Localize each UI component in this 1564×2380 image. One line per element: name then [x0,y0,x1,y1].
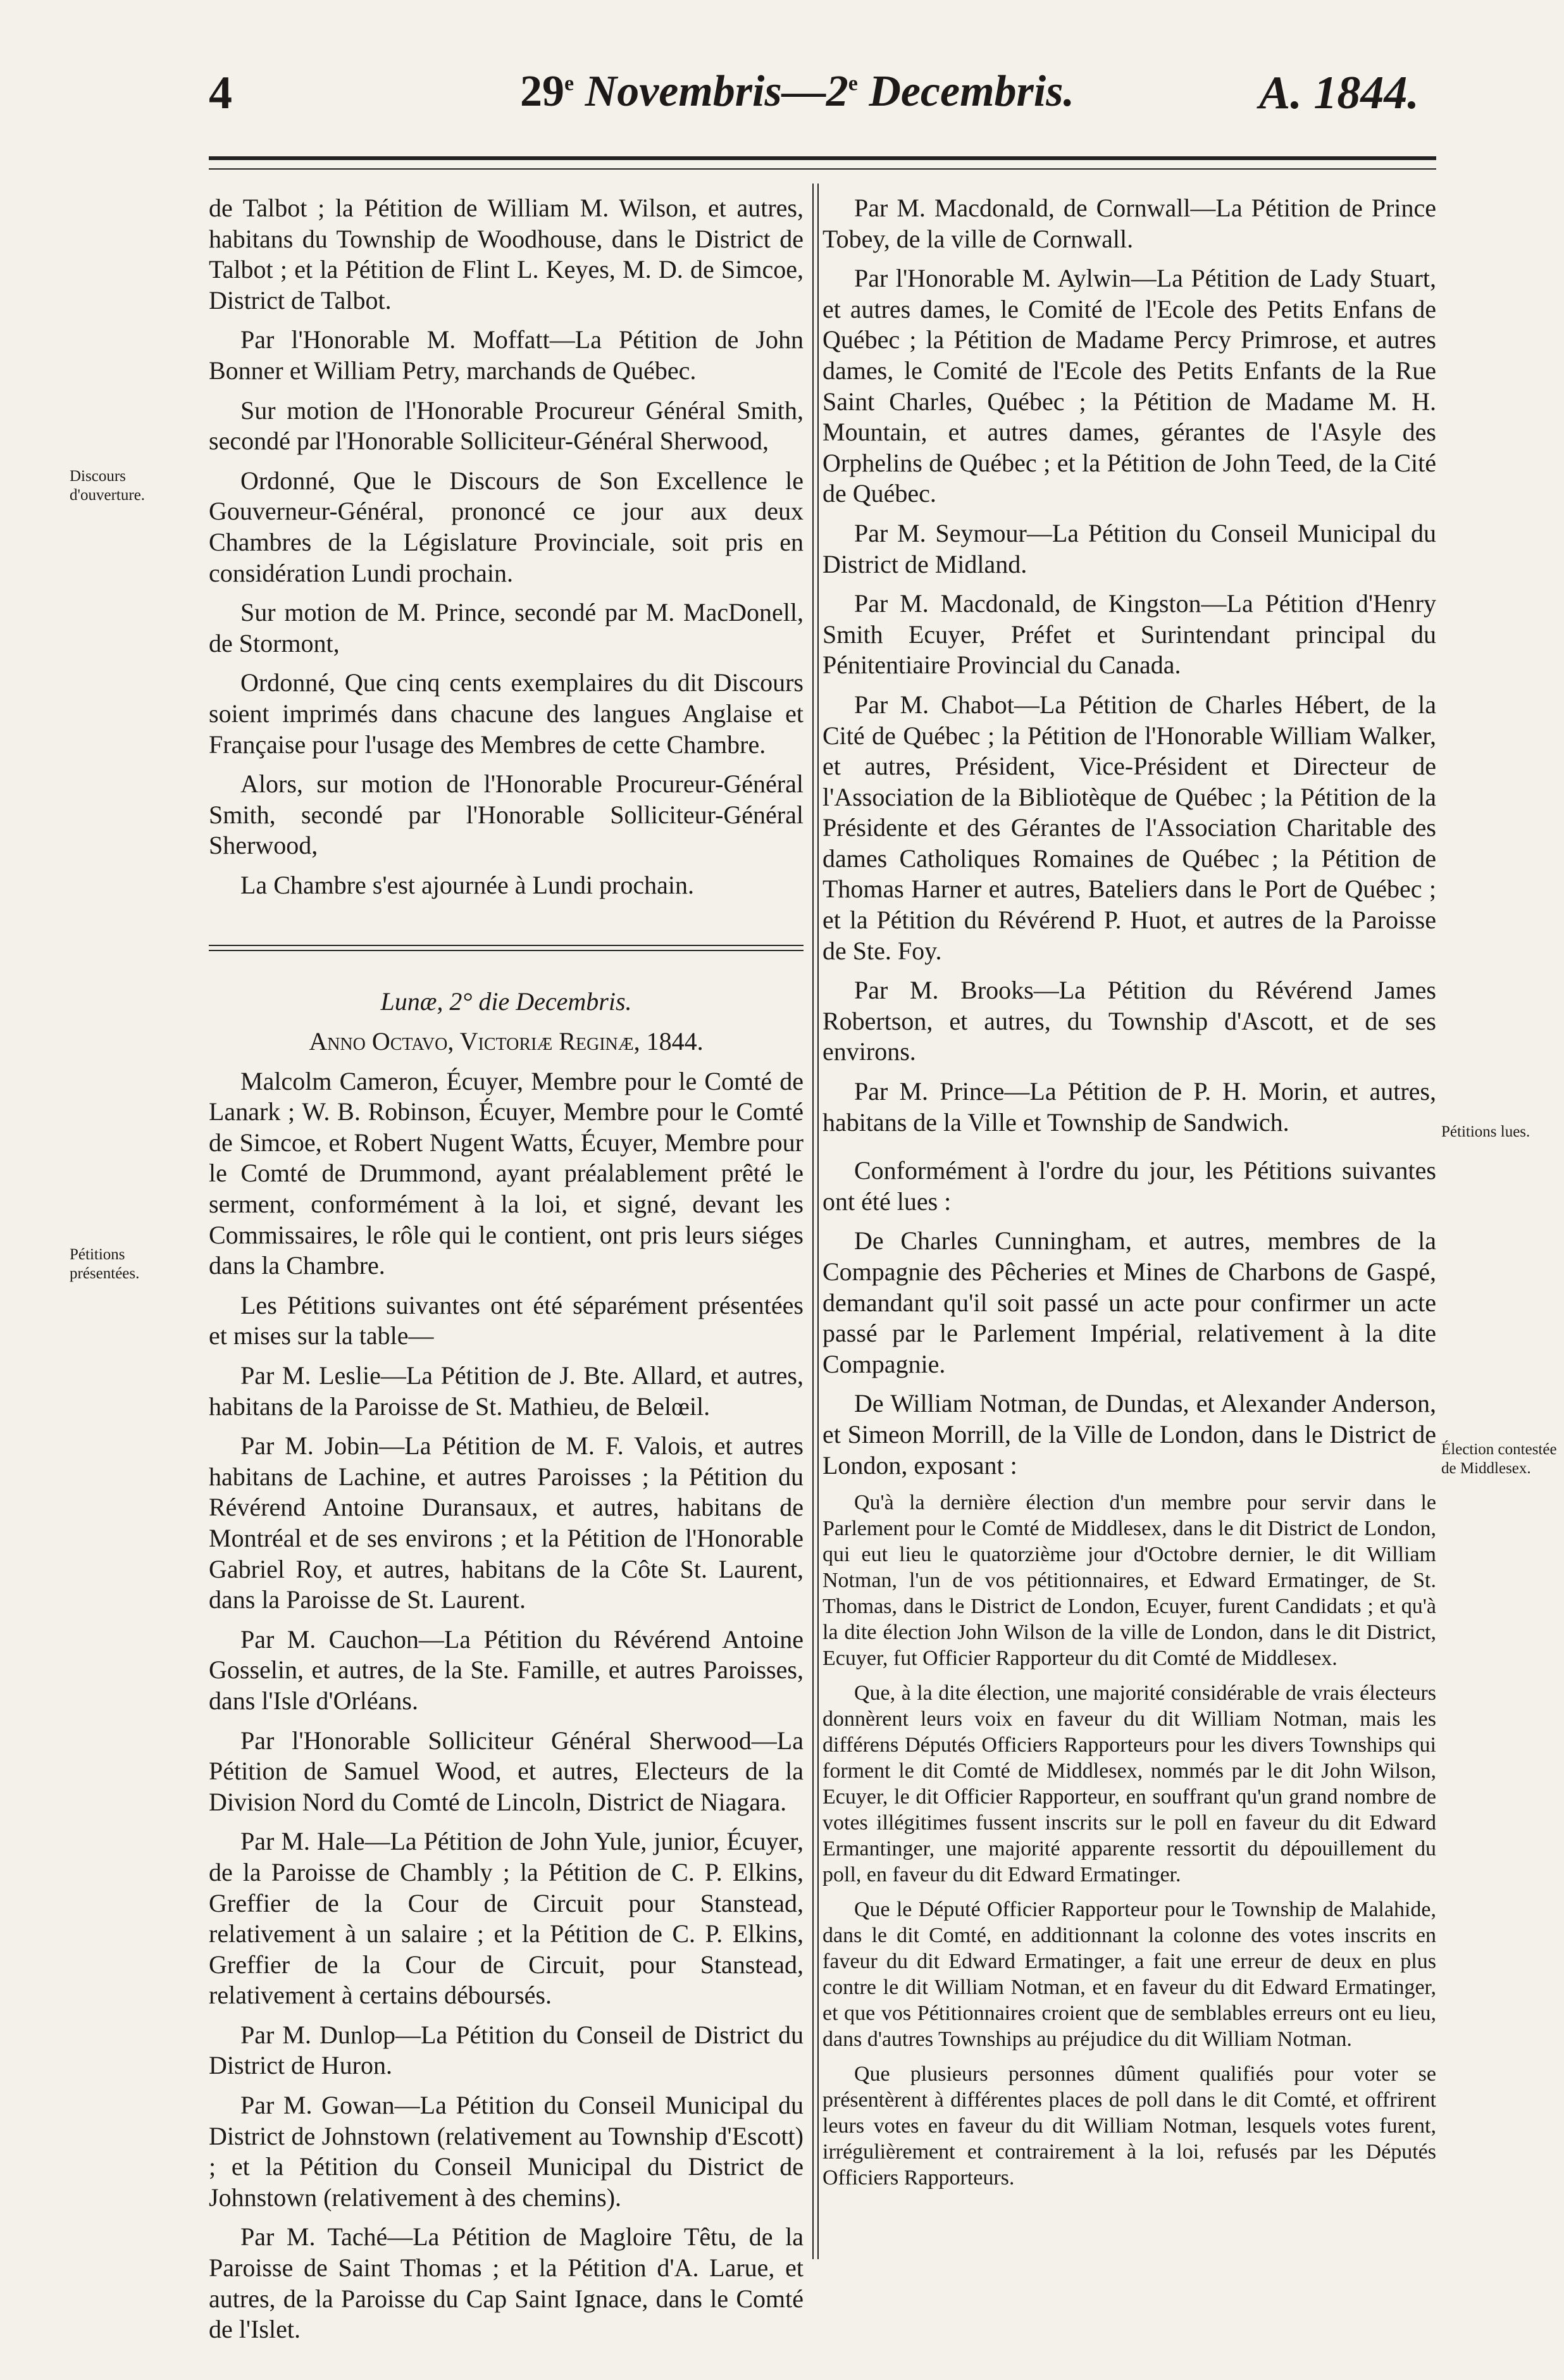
paragraph: Par M. Seymour—La Pétition du Conseil Municipal du District de Midland. [822,518,1436,578]
paragraph: Alors, sur motion de l'Honorable Procureur-Général Smith, secondé par l'Honorable Solliciteur-Général Sherwood, [209,769,804,860]
paragraph: Ordonné, Que le Discours de Son Excellence le Gouverneur-Général, prononcé ce jour aux deux Chambres de la Législature Provinciale, soit pris en considération Lundi prochain. [209,466,804,587]
left-column [209,193,804,2354]
page-year: A. 1844. [1259,67,1419,119]
regnal-line: Anno Octavo, Victoriæ Reginæ, 1844. [309,1027,704,1056]
paragraph: Par M. Prince—La Pétition de P. H. Morin, et autres, habitans de la Ville et Township de Sandwich. [822,1077,1436,1137]
paragraph: Par M. Gowan—La Pétition du Conseil Municipal du District de Johnstown (relativement au Township d'Escott) ; et la Pétition du Conseil Municipal du District de Johnstown (relativement à des chemins). [209,2091,804,2212]
paragraph: Que, à la dite élection, une majorité considérable de vrais électeurs donnèrent leurs voix en faveur du dit William Notman, mais les différens Députés Officiers Rapporteurs pour les divers Townships qui forment le dit Comté de Middlesex, nommés par le dit John Wilson, Ecuyer, le dit Officier Rapporteur, en souffrant qu'un grand nombre de votes illégitimes fussent inscrits sur le poll en faveur du dit Edward Ermantinger, une majorité apparente ressortit du dépouillement du poll, en faveur du dit Edward Ermatinger. [822,1681,1436,1887]
paragraph: Ordonné, Que cinq cents exemplaires du dit Discours soient imprimés dans chacune des langues Anglaise et Française pour l'usage des Membres de cette Chambre. [209,668,804,759]
margin-note-election: Élection contestée de Middlesex. [1441,1441,1557,1477]
column-divider-right [817,184,819,2259]
paragraph: Par M. Chabot—La Pétition de Charles Hébert, de la Cité de Québec ; la Pétition de l'Honorable William Walker, et autres, Président, Vice-Président et Directeur de l'Association de la Bibliotèque de Québec ; la Pétition de la Présidente et des Gérantes de l'Association Charitable des dames Catholiques Romaines de Québec ; la Pétition de Thomas Harner et autres, Bateliers dans le Port de Québec ; et la Pétition du Révérend P. Huot, et autres de la Paroisse de Ste. Foy. [822,690,1436,965]
paragraph: Qu'à la dernière élection d'un membre pour servir dans le Parlement pour le Comté de Middlesex, dans le dit District de London, qui eut lieu le quatorzième jour d'Octobre dernier, le dit William Notman, l'un de vos pétitionnaires, et Edward Ermatinger, de St. Thomas, dans le District de London, Ecuyer, furent Candidats ; et qu'à la dite élection John Wilson de la ville de London, dans le dit District, Ecuyer, fut Officier Rapporteur du dit Comté de Middlesex. [822,1491,1436,1671]
paragraph: Par M. Brooks—La Pétition du Révérend James Robertson, et autres, du Township d'Ascott, et de ses environs. [822,976,1436,1066]
header-rule-thin [209,168,1436,170]
date-line: Lunæ, 2° die Decembris. [380,987,632,1016]
margin-note-petitions-presentees: Pétitions présentées. [70,1246,140,1282]
paragraph: Malcolm Cameron, Écuyer, Membre pour le Comté de Lanark ; W. B. Robinson, Écuyer, Membre pour le Comté de Simcoe, et Robert Nugent Watts, Écuyer, Membre pour le Comté de Drummond, ayant préalablement prêté le serment, conformément à la loi, et signé, devant les Commissaires, le rôle qui le contient, ont pris leurs siéges dans la Chambre. [209,1066,804,1280]
title-middle: Novembris—2 [574,67,848,116]
section-rule [209,950,804,951]
header-rule-thick [209,156,1436,160]
paragraph: Par l'Honorable M. Aylwin—La Pétition de Lady Stuart, et autres dames, le Comité de l'Ecole des Petits Enfans de Québec ; la Pétition de Madame Percy Primrose, et autres dames, le Comité de l'Ecole des Petits Enfants de la Rue Saint Charles, Québec ; la Pétition de Madame M. H. Mountain, et autres dames, gérantes de l'Asyle des Orphelins de Québec ; et la Pétition de John Teed, de la Cité de Québec. [822,264,1436,508]
paragraph: Par M. Macdonald, de Cornwall—La Pétition de Prince Tobey, de la ville de Cornwall. [822,194,1436,253]
page-title [512,66,1082,136]
title-sup-2: e [848,72,858,96]
paragraph: Par M. Taché—La Pétition de Magloire Têtu, de la Paroisse de Saint Thomas ; et la Pétition d'A. Larue, et autres, de la Paroisse du Cap Saint Ignace, dans le Comté de l'Islet. [209,2222,804,2344]
paragraph: Sur motion de l'Honorable Procureur Général Smith, secondé par l'Honorable Solliciteur-Général Sherwood, [209,396,804,456]
paragraph: Par M. Macdonald, de Kingston—La Pétition d'Henry Smith Ecuyer, Préfet et Surintendant principal du Pénitentiaire Provincial du Canada. [822,589,1436,680]
title-sup-1: e [564,72,574,96]
paragraph: Par M. Jobin—La Pétition de M. F. Valois, et autres habitans de Lachine, et autres Paroisses ; la Pétition du Révérend Antoine Duransaux, et autres, habitans de Montréal et de ses environs ; et la Pétition de l'Honorable Gabriel Roy, et autres, habitans de la Côte St. Laurent, dans la Paroisse de St. Laurent. [209,1431,804,1614]
paragraph: Par l'Honorable Solliciteur Général Sherwood—La Pétition de Samuel Wood, et autres, Electeurs de la Division Nord du Comté de Lincoln, District de Niagara. [209,1726,804,1816]
paragraph: La Chambre s'est ajournée à Lundi prochain. [240,870,694,899]
page-number: 4 [209,67,232,119]
title-day: 29 [520,67,565,116]
paragraph: Conformément à l'ordre du jour, les Pétitions suivantes ont été lues : [822,1156,1436,1216]
paragraph: Par l'Honorable M. Moffatt—La Pétition de John Bonner et William Petry, marchands de Québec. [209,325,804,385]
paragraph: Sur motion de M. Prince, secondé par M. MacDonell, de Stormont, [209,598,804,657]
paragraph: de Talbot ; la Pétition de William M. Wilson, et autres, habitans du Township de Woodhouse, dans le District de Talbot ; et la Pétition de Flint L. Keyes, M. D. de Simcoe, District de Talbot. [209,194,804,315]
title-end: Decembris. [857,67,1074,116]
paragraph: Par M. Cauchon—La Pétition du Révérend Antoine Gosselin, et autres, de la Ste. Famille, et autres Paroisses, dans l'Isle d'Orléans. [209,1624,804,1715]
paragraph: Que plusieurs personnes dûment qualifiés pour voter se présentèrent à différentes places de poll dans le dit Comté, et offrirent leurs votes en faveur du dit William Notman, lesquels votes furent, irrégulièrement et contrairement à la loi, refusés par les Députés Officiers Rapporteurs. [822,2062,1436,2190]
section-rule [209,945,804,946]
paragraph: Que le Député Officier Rapporteur pour le Township de Malahide, dans le dit Comté, en additionnant la colonne des votes inscrits en faveur du dit Edward Ermatinger, a fait une erreur de deux en plus contre le dit William Notman, et en faveur du dit Edward Ermatinger, et que vos Pétitionnaires croient que de semblables erreurs ont eu lieu, dans d'autres Townships au préjudice du dit William Notman. [822,1898,1436,2052]
paragraph: Par M. Leslie—La Pétition de J. Bte. Allard, et autres, habitans de la Paroisse de St. Mathieu, de Belœil. [209,1361,804,1421]
paragraph: De William Notman, de Dundas, et Alexander Anderson, et Simeon Morrill, de la Ville de London, dans le District de London, exposant : [822,1389,1436,1480]
paragraph: De Charles Cunningham, et autres, membres de la Compagnie des Pêcheries et Mines de Charbons de Gaspé, demandant qu'il soit passé un acte pour confirmer un acte passé par le Parlement Impérial, relativement à la dite Compagnie. [822,1226,1436,1378]
paragraph: Par M. Hale—La Pétition de John Yule, junior, Écuyer, de la Paroisse de Chambly ; la Pétition de C. P. Elkins, Greffier de la Cour de Circuit pour Stanstead, relativement à un salaire ; et la Pétition de C. P. Elkins, Greffier de la Cour de Circuit, pour Stanstead, relativement à certains déboursés. [209,1827,804,2010]
margin-note-petitions-lues: Pétitions lues. [1441,1123,1530,1140]
paragraph: Par M. Dunlop—La Pétition du Conseil de District du District de Huron. [209,2020,804,2080]
column-divider-left [812,184,814,2259]
paragraph: Les Pétitions suivantes ont été séparément présentées et mises sur la table— [209,1290,804,1350]
margin-note-discours: Discours d'ouverture. [70,468,146,504]
right-column [822,193,1436,2200]
